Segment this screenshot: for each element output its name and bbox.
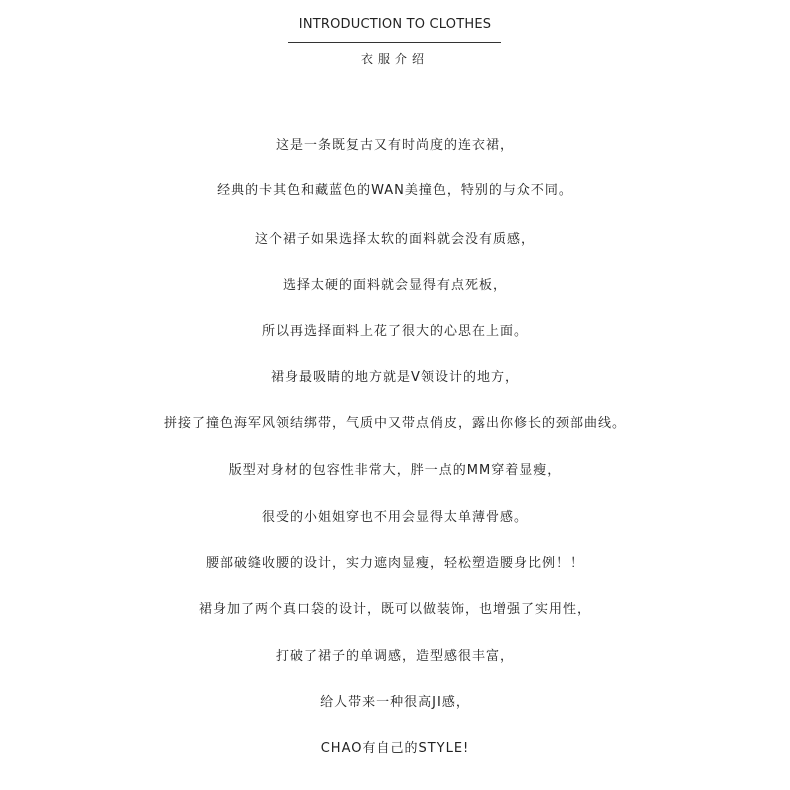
description-line: 经典的卡其色和藏蓝色的WAN美撞色，特别的与众不同。	[217, 183, 573, 198]
description-line: 很受的小姐姐穿也不用会显得太单薄骨感。	[261, 510, 528, 525]
description-line: 版型对身材的包容性非常大，胖一点的MM穿着显瘦，	[228, 463, 562, 478]
description-line: 裙身加了两个真口袋的设计，既可以做装饰，也增强了实用性，	[198, 602, 591, 617]
description-line: 这是一条既复古又有时尚度的连衣裙，	[275, 138, 514, 153]
description-line: 打破了裙子的单调感，造型感很丰富，	[275, 649, 514, 664]
description-line: CHAO有自己的STYLE!	[320, 741, 470, 756]
description-line: 所以再选择面料上花了很大的心思在上面。	[261, 324, 528, 339]
description-line: 这个裙子如果选择太软的面料就会没有质感，	[254, 232, 535, 247]
description-line: 腰部破缝收腰的设计，实力遮肉显瘦，轻松塑造腰身比例！！	[205, 556, 584, 571]
title-english: INTRODUCTION TO CLOTHES	[298, 17, 492, 32]
description-line: 拼接了撞色海军风领结绑带，气质中又带点俏皮，露出你修长的颈部曲线。	[163, 416, 626, 431]
description-line: 给人带来一种很高JI感，	[320, 695, 470, 710]
title-chinese: 衣服介绍	[360, 52, 429, 66]
description-line: 裙身最吸睛的地方就是V领设计的地方，	[271, 370, 519, 385]
description-line: 选择太硬的面料就会显得有点死板，	[282, 278, 507, 293]
